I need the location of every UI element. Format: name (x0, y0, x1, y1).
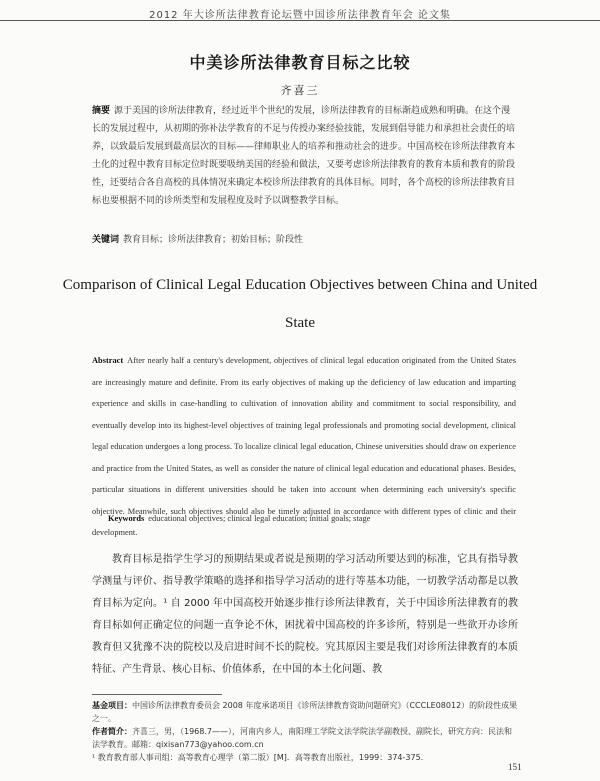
keywords-cn-text: 教育目标；诊所法律教育；初始目标；阶段性 (123, 235, 304, 245)
footnote-rule (92, 694, 222, 695)
footnotes (92, 699, 518, 764)
author-name-cn: 齐喜三 (280, 84, 320, 97)
footnote-fund-text: 中国诊所法律教育委员会 2008 年度承诺项目《诊所法律教育资助问题研究》（CCCLE08012）的阶段性成果之一。 (92, 701, 518, 723)
abstract-cn-label: 摘要 (92, 106, 111, 116)
article-title-cn: 中美诊所法律教育目标之比较 (189, 53, 411, 72)
keywords-cn-label: 关键词 (92, 235, 120, 245)
abstract-en-text: After nearly half a century's development, objectives of clinical legal education originated from the United States are increasingly mature and definite. From its early objectives of making up the deficiency of law education and imparting experience and skills in case-handling to cultivation of innovation ability and commitment to social responsibility, and eventually develop into its highest-level objectives of training legal professionals and promoting social development, clinical legal education undergoes a long process. To localize clinical legal education, Chinese universities should draw on experience and practice from the United States, as well as consider the nature of clinical legal education and educational phases. Besides, particular situations in different universities should be taken into account when determining each university's specific objective. Meanwhile, such objectives should also be timely adjusted in accordance with different types of clinic and their development. (92, 356, 516, 537)
page-number: 151 (508, 762, 522, 772)
footnote-fund (92, 699, 518, 725)
footnote-author-text: 齐喜三，男，（1968.7——），河南内乡人，南阳理工学院文法学院法学副教授、副院长，研究方向：民法和法学教育。邮箱：qixisan773@yahoo.com.cn (92, 727, 512, 749)
footnote-fund-label: 基金项目： (92, 701, 132, 710)
abstract-en-label: Abstract (92, 356, 124, 365)
header-rule (0, 20, 600, 21)
abstract-cn-text: 源于美国的诊所法律教育，经过近半个世纪的发展，诊所法律教育的目标渐趋成熟和明确。在这个漫长的发展过程中，从初期的弥补法学教育的不足与传授办案经验技能，发展到倡导能力和承担社会责任的培养，以致最后发展到最高层次的目标——律师职业人的培养和推动社会的进步。中国高校在诊所法律教育本土化的过程中教育目标定位时既要吸纳美国的经验和做法，又要考虑诊所法律教育的教育本质和教育的阶段性，还要结合各自高校的具体情况来确定本校诊所法律教育的具体目标。同时，各个高校的诊所法律教育目标也要根据不同的诊所类型和发展程度及时予以调整教学目标。 (92, 106, 516, 206)
body-paragraph: 教育目标是指学生学习的预期结果或者说是预期的学习活动所要达到的标准，它具有指导教学测量与评价、指导教学策略的选择和指导学习活动的进行等基本功能，一切教学活动都是以教育目标为定向。¹ 自 2000 年中国高校开始逐步推行诊所法律教育，关于中国诊所法律教育的教育目标如何正确定位的问题一直争论不休，困扰着中国高校的许多诊所，特别是一些欲开办诊所教育但又犹豫不决的院校以及启进时间不长的院校。究其原因主要是我们对诊所法律教育的本质特征、产生背景、核心目标、价值体系，在中国的本土化问题、教 (92, 554, 518, 675)
article-title-en: Comparison of Clinical Legal Education Objectives between China and United State (62, 277, 538, 331)
running-header: 2012 年大诊所法律教育论坛暨中国诊所法律教育年会 论文集 (149, 10, 451, 21)
keywords-en (108, 514, 518, 523)
keywords-cn (92, 232, 516, 245)
footnote-author-label: 作者简介： (92, 727, 132, 736)
keywords-en-label: Keywords (108, 514, 145, 523)
footnote-reference: ¹ 教育教育部人事司组：高等教育心理学（第二版）[M]．高等教育出版社，1999：374-375. (92, 753, 424, 762)
keywords-en-text: educational objectives; clinical legal education; initial goals; stage (148, 514, 371, 523)
footnote-author (92, 725, 518, 751)
abstract-cn (92, 102, 516, 210)
